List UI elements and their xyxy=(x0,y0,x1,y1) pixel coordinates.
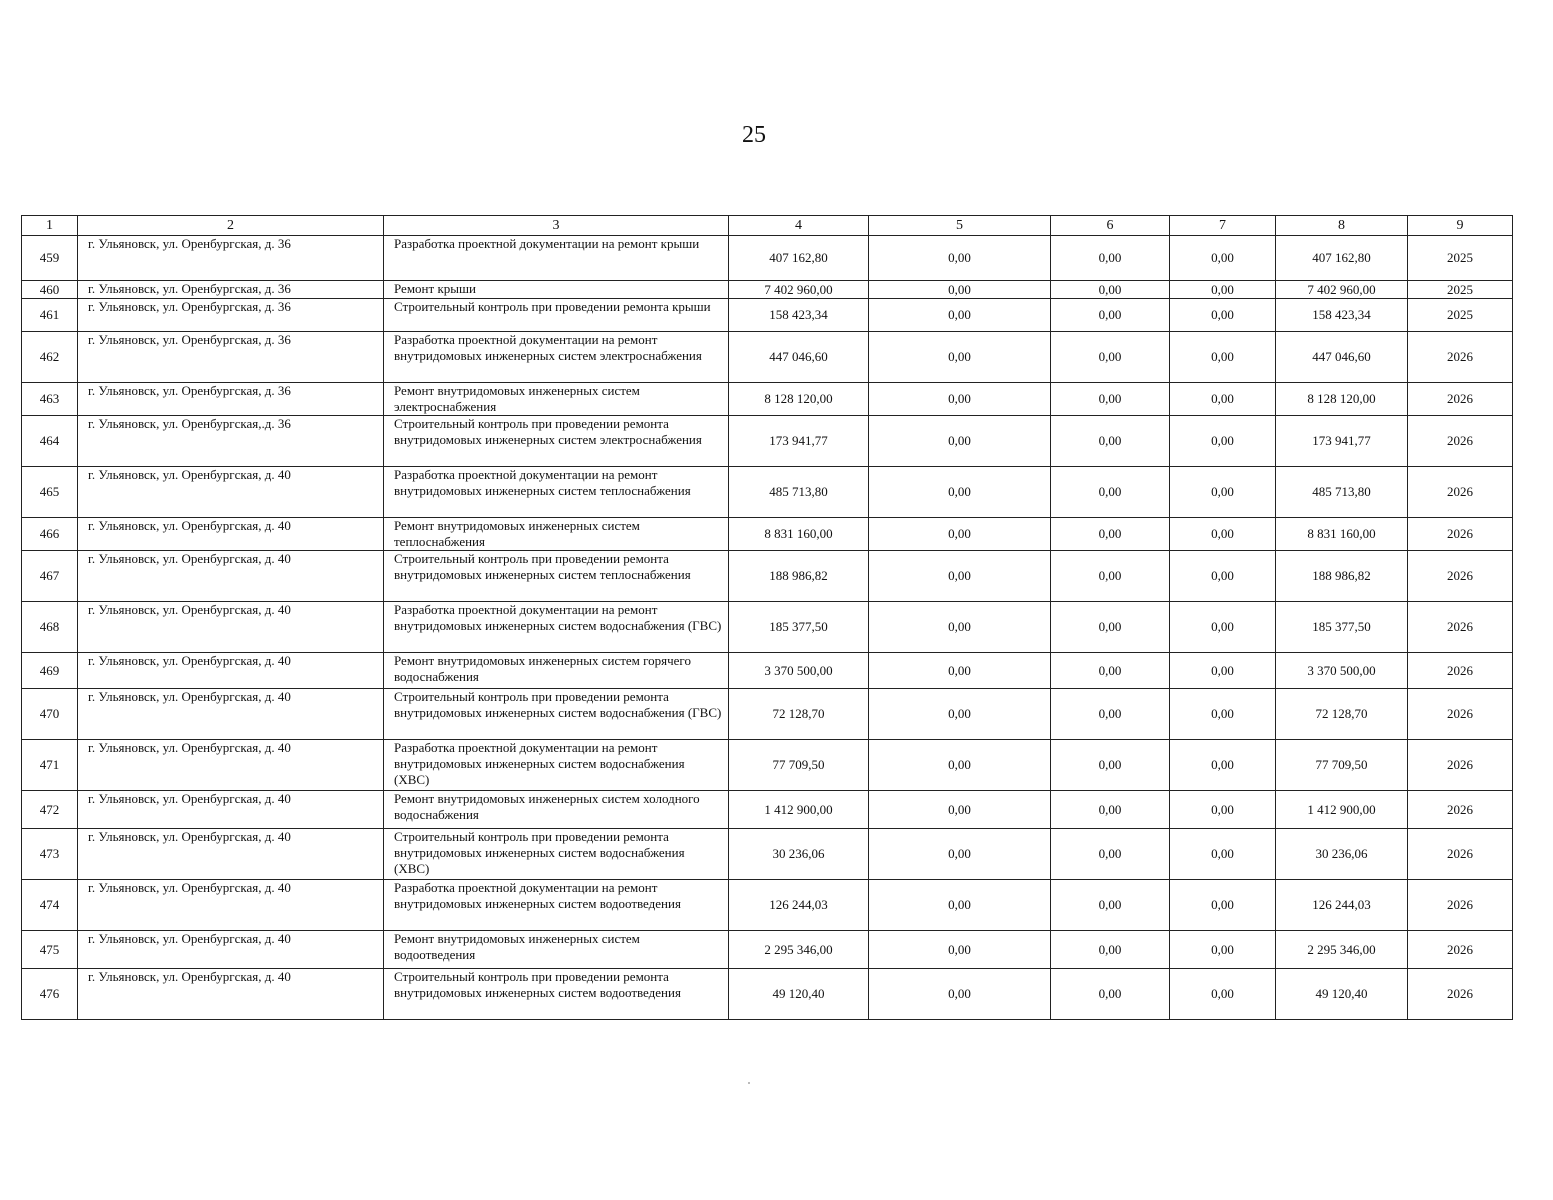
table-row xyxy=(22,551,1513,602)
column-7-value-cell: 0,00 xyxy=(1170,332,1276,383)
work-description-cell: Разработка проектной документации на ремонт внутридомовых инженерных систем электроснабжения xyxy=(384,332,729,383)
column-header: 4 xyxy=(729,216,869,236)
address-cell: г. Ульяновск, ул. Оренбургская, д. 36 xyxy=(78,281,384,299)
address-cell: г. Ульяновск, ул. Оренбургская, д. 40 xyxy=(78,653,384,689)
row-number: 468 xyxy=(22,602,78,653)
total-cost-cell: 407 162,80 xyxy=(729,236,869,281)
column-7-value-cell: 0,00 xyxy=(1170,829,1276,880)
column-6-value-cell: 0,00 xyxy=(1051,281,1170,299)
column-5-value-cell: 0,00 xyxy=(869,299,1051,332)
column-5-value-cell: 0,00 xyxy=(869,689,1051,740)
column-7-value-cell: 0,00 xyxy=(1170,518,1276,551)
column-8-value-cell: 126 244,03 xyxy=(1276,880,1408,931)
column-5-value-cell: 0,00 xyxy=(869,969,1051,1020)
column-header: 1 xyxy=(22,216,78,236)
column-7-value-cell: 0,00 xyxy=(1170,653,1276,689)
work-description-cell: Строительный контроль при проведении ремонта внутридомовых инженерных систем водоснабжения (ХВС) xyxy=(384,829,729,880)
total-cost-cell: 8 831 160,00 xyxy=(729,518,869,551)
column-6-value-cell: 0,00 xyxy=(1051,689,1170,740)
total-cost-cell: 2 295 346,00 xyxy=(729,931,869,969)
table-row xyxy=(22,518,1513,551)
row-number: 463 xyxy=(22,383,78,416)
column-8-value-cell: 7 402 960,00 xyxy=(1276,281,1408,299)
address-cell: г. Ульяновск, ул. Оренбургская, д. 40 xyxy=(78,518,384,551)
address-cell: г. Ульяновск, ул. Оренбургская, д. 36 xyxy=(78,299,384,332)
column-6-value-cell: 0,00 xyxy=(1051,416,1170,467)
total-cost-cell: 7 402 960,00 xyxy=(729,281,869,299)
total-cost-cell: 173 941,77 xyxy=(729,416,869,467)
table-row xyxy=(22,791,1513,829)
row-number: 459 xyxy=(22,236,78,281)
column-5-value-cell: 0,00 xyxy=(869,236,1051,281)
column-8-value-cell: 485 713,80 xyxy=(1276,467,1408,518)
total-cost-cell: 3 370 500,00 xyxy=(729,653,869,689)
row-number: 472 xyxy=(22,791,78,829)
year-cell: 2026 xyxy=(1408,880,1513,931)
column-8-value-cell: 2 295 346,00 xyxy=(1276,931,1408,969)
table-row xyxy=(22,880,1513,931)
address-cell: г. Ульяновск, ул. Оренбургская, д. 40 xyxy=(78,880,384,931)
column-6-value-cell: 0,00 xyxy=(1051,299,1170,332)
year-cell: 2026 xyxy=(1408,518,1513,551)
table-row xyxy=(22,689,1513,740)
row-number: 464 xyxy=(22,416,78,467)
column-5-value-cell: 0,00 xyxy=(869,602,1051,653)
table-row xyxy=(22,602,1513,653)
address-cell: г. Ульяновск, ул. Оренбургская, д. 40 xyxy=(78,740,384,791)
column-5-value-cell: 0,00 xyxy=(869,829,1051,880)
work-description-cell: Разработка проектной документации на ремонт внутридомовых инженерных систем теплоснабжения xyxy=(384,467,729,518)
column-7-value-cell: 0,00 xyxy=(1170,236,1276,281)
address-cell: г. Ульяновск, ул. Оренбургская, д. 40 xyxy=(78,689,384,740)
table-row xyxy=(22,299,1513,332)
work-description-cell: Строительный контроль при проведении ремонта внутридомовых инженерных систем водоснабжения (ГВС) xyxy=(384,689,729,740)
column-7-value-cell: 0,00 xyxy=(1170,931,1276,969)
row-number: 474 xyxy=(22,880,78,931)
column-7-value-cell: 0,00 xyxy=(1170,791,1276,829)
year-cell: 2026 xyxy=(1408,653,1513,689)
column-6-value-cell: 0,00 xyxy=(1051,551,1170,602)
total-cost-cell: 8 128 120,00 xyxy=(729,383,869,416)
table-row xyxy=(22,236,1513,281)
work-description-cell: Строительный контроль при проведении ремонта внутридомовых инженерных систем водоотведения xyxy=(384,969,729,1020)
column-5-value-cell: 0,00 xyxy=(869,931,1051,969)
row-number: 469 xyxy=(22,653,78,689)
row-number: 462 xyxy=(22,332,78,383)
column-7-value-cell: 0,00 xyxy=(1170,281,1276,299)
table-row xyxy=(22,829,1513,880)
row-number: 467 xyxy=(22,551,78,602)
year-cell: 2026 xyxy=(1408,969,1513,1020)
work-description-cell: Строительный контроль при проведении ремонта внутридомовых инженерных систем теплоснабжения xyxy=(384,551,729,602)
column-8-value-cell: 447 046,60 xyxy=(1276,332,1408,383)
work-description-cell: Ремонт внутридомовых инженерных систем водоотведения xyxy=(384,931,729,969)
column-8-value-cell: 77 709,50 xyxy=(1276,740,1408,791)
total-cost-cell: 447 046,60 xyxy=(729,332,869,383)
column-7-value-cell: 0,00 xyxy=(1170,880,1276,931)
total-cost-cell: 49 120,40 xyxy=(729,969,869,1020)
total-cost-cell: 185 377,50 xyxy=(729,602,869,653)
column-7-value-cell: 0,00 xyxy=(1170,299,1276,332)
column-7-value-cell: 0,00 xyxy=(1170,740,1276,791)
column-7-value-cell: 0,00 xyxy=(1170,969,1276,1020)
table-row xyxy=(22,740,1513,791)
column-7-value-cell: 0,00 xyxy=(1170,383,1276,416)
year-cell: 2025 xyxy=(1408,236,1513,281)
row-number: 466 xyxy=(22,518,78,551)
row-number: 465 xyxy=(22,467,78,518)
column-8-value-cell: 49 120,40 xyxy=(1276,969,1408,1020)
column-6-value-cell: 0,00 xyxy=(1051,829,1170,880)
address-cell: г. Ульяновск, ул. Оренбургская, д. 36 xyxy=(78,383,384,416)
column-header: 9 xyxy=(1408,216,1513,236)
table-row xyxy=(22,467,1513,518)
row-number: 470 xyxy=(22,689,78,740)
column-5-value-cell: 0,00 xyxy=(869,332,1051,383)
column-header: 7 xyxy=(1170,216,1276,236)
row-number: 471 xyxy=(22,740,78,791)
address-cell: г. Ульяновск, ул. Оренбургская, д. 36 xyxy=(78,236,384,281)
column-5-value-cell: 0,00 xyxy=(869,653,1051,689)
year-cell: 2025 xyxy=(1408,281,1513,299)
year-cell: 2026 xyxy=(1408,383,1513,416)
column-5-value-cell: 0,00 xyxy=(869,551,1051,602)
column-8-value-cell: 72 128,70 xyxy=(1276,689,1408,740)
table-row xyxy=(22,969,1513,1020)
column-8-value-cell: 188 986,82 xyxy=(1276,551,1408,602)
column-7-value-cell: 0,00 xyxy=(1170,551,1276,602)
column-5-value-cell: 0,00 xyxy=(869,383,1051,416)
work-description-cell: Разработка проектной документации на ремонт внутридомовых инженерных систем водоснабжения (ГВС) xyxy=(384,602,729,653)
year-cell: 2026 xyxy=(1408,689,1513,740)
table-row xyxy=(22,383,1513,416)
work-description-cell: Ремонт внутридомовых инженерных систем электроснабжения xyxy=(384,383,729,416)
year-cell: 2026 xyxy=(1408,740,1513,791)
work-description-cell: Разработка проектной документации на ремонт внутридомовых инженерных систем водоотведения xyxy=(384,880,729,931)
column-8-value-cell: 1 412 900,00 xyxy=(1276,791,1408,829)
work-description-cell: Ремонт крыши xyxy=(384,281,729,299)
column-6-value-cell: 0,00 xyxy=(1051,383,1170,416)
total-cost-cell: 485 713,80 xyxy=(729,467,869,518)
total-cost-cell: 188 986,82 xyxy=(729,551,869,602)
column-header: 2 xyxy=(78,216,384,236)
address-cell: г. Ульяновск, ул. Оренбургская, д. 40 xyxy=(78,791,384,829)
column-8-value-cell: 185 377,50 xyxy=(1276,602,1408,653)
year-cell: 2026 xyxy=(1408,602,1513,653)
column-8-value-cell: 8 831 160,00 xyxy=(1276,518,1408,551)
row-number: 475 xyxy=(22,931,78,969)
year-cell: 2026 xyxy=(1408,416,1513,467)
row-number: 460 xyxy=(22,281,78,299)
column-6-value-cell: 0,00 xyxy=(1051,740,1170,791)
address-cell: г. Ульяновск, ул. Оренбургская, д. 40 xyxy=(78,931,384,969)
page-number: 25 xyxy=(742,122,766,148)
table-row xyxy=(22,416,1513,467)
total-cost-cell: 77 709,50 xyxy=(729,740,869,791)
column-6-value-cell: 0,00 xyxy=(1051,332,1170,383)
column-6-value-cell: 0,00 xyxy=(1051,602,1170,653)
column-8-value-cell: 3 370 500,00 xyxy=(1276,653,1408,689)
total-cost-cell: 126 244,03 xyxy=(729,880,869,931)
column-7-value-cell: 0,00 xyxy=(1170,467,1276,518)
column-8-value-cell: 407 162,80 xyxy=(1276,236,1408,281)
column-5-value-cell: 0,00 xyxy=(869,281,1051,299)
column-5-value-cell: 0,00 xyxy=(869,518,1051,551)
total-cost-cell: 1 412 900,00 xyxy=(729,791,869,829)
column-7-value-cell: 0,00 xyxy=(1170,602,1276,653)
table-row xyxy=(22,332,1513,383)
column-header: 8 xyxy=(1276,216,1408,236)
column-8-value-cell: 8 128 120,00 xyxy=(1276,383,1408,416)
column-number-header-row xyxy=(22,216,1513,236)
work-description-cell: Разработка проектной документации на ремонт внутридомовых инженерных систем водоснабжения (ХВС) xyxy=(384,740,729,791)
column-6-value-cell: 0,00 xyxy=(1051,467,1170,518)
column-8-value-cell: 158 423,34 xyxy=(1276,299,1408,332)
year-cell: 2026 xyxy=(1408,791,1513,829)
work-description-cell: Строительный контроль при проведении ремонта внутридомовых инженерных систем электроснабжения xyxy=(384,416,729,467)
column-6-value-cell: 0,00 xyxy=(1051,969,1170,1020)
address-cell: г. Ульяновск, ул. Оренбургская, д. 40 xyxy=(78,969,384,1020)
address-cell: г. Ульяновск, ул. Оренбургская, д. 40 xyxy=(78,551,384,602)
column-7-value-cell: 0,00 xyxy=(1170,416,1276,467)
address-cell: г. Ульяновск, ул. Оренбургская, д. 40 xyxy=(78,602,384,653)
column-header: 5 xyxy=(869,216,1051,236)
column-8-value-cell: 30 236,06 xyxy=(1276,829,1408,880)
column-header: 6 xyxy=(1051,216,1170,236)
total-cost-cell: 158 423,34 xyxy=(729,299,869,332)
table-row xyxy=(22,931,1513,969)
year-cell: 2026 xyxy=(1408,931,1513,969)
address-cell: г. Ульяновск, ул. Оренбургская, д. 40 xyxy=(78,829,384,880)
column-header: 3 xyxy=(384,216,729,236)
row-number: 476 xyxy=(22,969,78,1020)
address-cell: г. Ульяновск, ул. Оренбургская, д. 36 xyxy=(78,332,384,383)
row-number: 461 xyxy=(22,299,78,332)
column-6-value-cell: 0,00 xyxy=(1051,931,1170,969)
year-cell: 2025 xyxy=(1408,299,1513,332)
column-6-value-cell: 0,00 xyxy=(1051,653,1170,689)
work-description-cell: Ремонт внутридомовых инженерных систем горячего водоснабжения xyxy=(384,653,729,689)
year-cell: 2026 xyxy=(1408,332,1513,383)
year-cell: 2026 xyxy=(1408,829,1513,880)
address-cell: г. Ульяновск, ул. Оренбургская,.д. 36 xyxy=(78,416,384,467)
work-description-cell: Ремонт внутридомовых инженерных систем теплоснабжения xyxy=(384,518,729,551)
work-description-cell: Разработка проектной документации на ремонт крыши xyxy=(384,236,729,281)
year-cell: 2026 xyxy=(1408,467,1513,518)
scan-speck xyxy=(748,1082,750,1084)
column-5-value-cell: 0,00 xyxy=(869,416,1051,467)
total-cost-cell: 30 236,06 xyxy=(729,829,869,880)
column-5-value-cell: 0,00 xyxy=(869,467,1051,518)
table-row xyxy=(22,653,1513,689)
column-5-value-cell: 0,00 xyxy=(869,740,1051,791)
address-cell: г. Ульяновск, ул. Оренбургская, д. 40 xyxy=(78,467,384,518)
work-description-cell: Ремонт внутридомовых инженерных систем холодного водоснабжения xyxy=(384,791,729,829)
column-5-value-cell: 0,00 xyxy=(869,791,1051,829)
total-cost-cell: 72 128,70 xyxy=(729,689,869,740)
column-8-value-cell: 173 941,77 xyxy=(1276,416,1408,467)
column-5-value-cell: 0,00 xyxy=(869,880,1051,931)
column-6-value-cell: 0,00 xyxy=(1051,880,1170,931)
year-cell: 2026 xyxy=(1408,551,1513,602)
repair-register-table xyxy=(21,215,1513,1020)
column-7-value-cell: 0,00 xyxy=(1170,689,1276,740)
column-6-value-cell: 0,00 xyxy=(1051,518,1170,551)
row-number: 473 xyxy=(22,829,78,880)
column-6-value-cell: 0,00 xyxy=(1051,791,1170,829)
column-6-value-cell: 0,00 xyxy=(1051,236,1170,281)
table-row xyxy=(22,281,1513,299)
work-description-cell: Строительный контроль при проведении ремонта крыши xyxy=(384,299,729,332)
